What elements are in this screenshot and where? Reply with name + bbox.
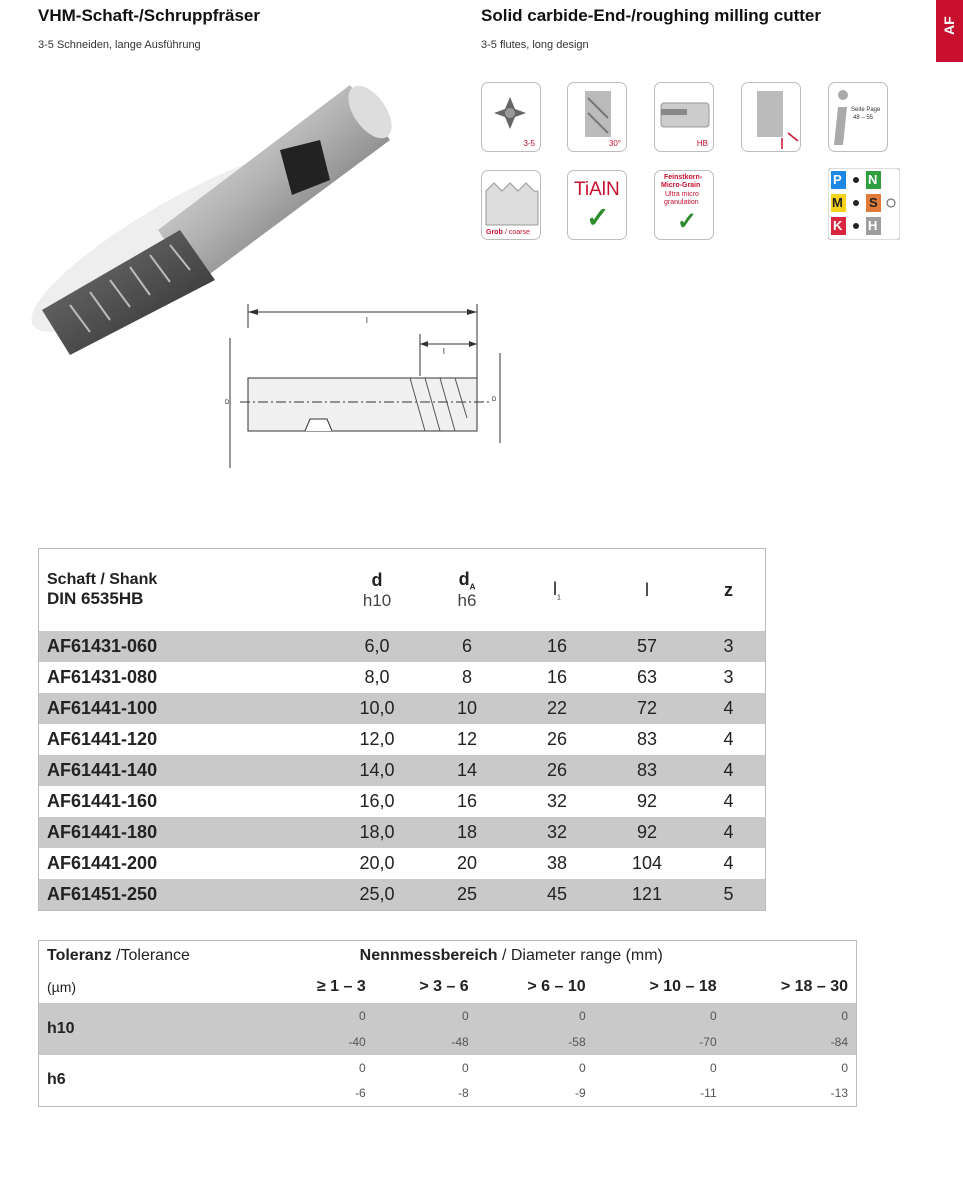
cell-da: 16 xyxy=(456,791,478,811)
range-cell: > 3 – 6 xyxy=(419,977,469,995)
cell-z: 4 xyxy=(723,791,734,811)
cell-d: 10,0 xyxy=(332,693,422,724)
upper-deviation: 0 xyxy=(477,1003,594,1029)
cell-l1: 22 xyxy=(512,693,602,724)
article-number: AF61441-100 xyxy=(39,693,333,724)
technical-drawing xyxy=(215,298,515,473)
tolerance-row xyxy=(39,1055,857,1081)
section-tab: AF xyxy=(936,0,963,62)
table-row xyxy=(39,817,766,848)
lower-deviation: -11 xyxy=(700,1086,717,1101)
info-icon: Seite Page 48 – 55 xyxy=(828,82,888,152)
cell-da: 20 xyxy=(456,853,478,873)
dim-d-label: D xyxy=(492,397,497,403)
article-number: AF61441-120 xyxy=(47,729,158,749)
tolerance-name: h10 xyxy=(39,1003,272,1055)
upper-deviation: 0 xyxy=(272,1003,374,1029)
table-header-row: Schaft / Shank DIN 6535HB d h10 $d_A$ h6 $l_1$ l z xyxy=(39,549,766,632)
upper-deviation: 0 xyxy=(462,1060,469,1075)
cell-d: 8,0 xyxy=(364,667,390,687)
cell-l1: 32 xyxy=(512,817,602,848)
col-l1: l xyxy=(553,578,558,599)
col-da-tol: h6 xyxy=(457,591,477,611)
micro-grain-icon: Feinstkorn- Micro-Grain Ultra micro granulation ✓ xyxy=(654,170,714,240)
cell-d: 12,0 xyxy=(359,729,395,749)
lower-deviation: -8 xyxy=(458,1086,469,1101)
cell-l1: 16 xyxy=(512,631,602,662)
cell-z: 3 xyxy=(723,667,734,687)
coating-icon: TiAlN ✓ xyxy=(567,170,627,240)
upper-deviation: 0 xyxy=(841,1060,848,1075)
cell-da: 10 xyxy=(422,693,512,724)
article-number: AF61451-250 xyxy=(39,879,333,911)
cell-d: 20,0 xyxy=(359,853,395,873)
table-row xyxy=(39,724,766,755)
col-da: d xyxy=(458,568,470,589)
unit-label: (µm) xyxy=(47,978,77,995)
lower-deviation: -84 xyxy=(725,1029,857,1055)
range-cell: > 18 – 30 xyxy=(780,977,848,995)
cell-d: 18,0 xyxy=(332,817,422,848)
lower-deviation: -40 xyxy=(272,1029,374,1055)
cell-l: 104 xyxy=(631,853,663,873)
cell-z: 5 xyxy=(692,879,766,911)
col-z: z xyxy=(724,579,733,600)
range-cell: ≥ 1 – 3 xyxy=(316,977,366,995)
cell-l: 83 xyxy=(636,729,658,749)
table-row xyxy=(39,631,766,662)
cell-l: 72 xyxy=(602,693,692,724)
cell-da: 8 xyxy=(461,667,472,687)
dim-l-label: l xyxy=(366,316,368,325)
upper-deviation: 0 xyxy=(578,1060,586,1075)
subtitle-de: 3-5 Schneiden, lange Ausführung xyxy=(38,39,201,51)
upper-deviation: 0 xyxy=(725,1003,857,1029)
run-out-icon xyxy=(741,82,801,152)
table-row xyxy=(39,848,766,879)
article-number: AF61441-140 xyxy=(39,755,333,786)
col-l: l xyxy=(645,579,649,600)
table-row xyxy=(39,755,766,786)
helix-angle-icon: 30° xyxy=(567,82,627,152)
article-number: AF61441-160 xyxy=(47,791,158,811)
cell-l: 92 xyxy=(602,817,692,848)
lower-deviation: -58 xyxy=(477,1029,594,1055)
table-row xyxy=(39,693,766,724)
article-number: AF61431-080 xyxy=(47,667,158,687)
cell-l1: 16 xyxy=(546,667,568,687)
article-number: AF61441-180 xyxy=(39,817,333,848)
cell-da: 6 xyxy=(422,631,512,662)
lower-deviation: -9 xyxy=(574,1086,586,1101)
upper-deviation: 0 xyxy=(374,1003,477,1029)
cell-l: 57 xyxy=(602,631,692,662)
cell-z: 3 xyxy=(692,631,766,662)
subtitle-en: 3-5 flutes, long design xyxy=(481,39,589,51)
cell-d: 16,0 xyxy=(359,791,395,811)
lower-deviation: -70 xyxy=(594,1029,725,1055)
dim-da-label: D xyxy=(225,400,230,406)
dimension-table xyxy=(38,548,766,911)
col-d: d xyxy=(371,569,383,590)
cell-da: 14 xyxy=(422,755,512,786)
article-number: AF61431-060 xyxy=(39,631,333,662)
tolerance-range-row xyxy=(39,971,857,1003)
lower-deviation: -48 xyxy=(374,1029,477,1055)
flutes-icon: 3-5 xyxy=(481,82,541,152)
upper-deviation: 0 xyxy=(709,1060,717,1075)
tolerance-name: h6 xyxy=(47,1071,66,1089)
cell-da: 25 xyxy=(422,879,512,911)
cell-z: 4 xyxy=(723,853,734,873)
cell-z: 4 xyxy=(692,693,766,724)
upper-deviation: 0 xyxy=(594,1003,725,1029)
cell-d: 25,0 xyxy=(332,879,422,911)
cell-l: 63 xyxy=(636,667,658,687)
cell-l: 121 xyxy=(602,879,692,911)
table-row xyxy=(39,786,766,817)
cell-da: 18 xyxy=(422,817,512,848)
cell-z: 4 xyxy=(723,729,734,749)
cell-l1: 38 xyxy=(546,853,568,873)
table-row xyxy=(39,879,766,911)
cell-l1: 26 xyxy=(512,755,602,786)
tolerance-row xyxy=(39,1003,857,1029)
tolerance-header-row: Toleranz /Tolerance Nennmessbereich / Diameter range (mm) xyxy=(47,946,663,964)
cell-z: 4 xyxy=(692,755,766,786)
cell-l1: 26 xyxy=(546,729,568,749)
material-groups: P N M S K H xyxy=(828,168,900,240)
cell-z: 4 xyxy=(692,817,766,848)
title-en: Solid carbide-End-/roughing milling cutter xyxy=(481,6,821,25)
cell-l1: 45 xyxy=(512,879,602,911)
cell-l1: 32 xyxy=(546,791,568,811)
cell-d: 6,0 xyxy=(332,631,422,662)
lower-deviation: -6 xyxy=(355,1086,366,1101)
shank-label: Schaft / Shank xyxy=(47,571,158,588)
shank-hb-icon: HB xyxy=(654,82,714,152)
tolerance-table xyxy=(38,940,857,1107)
range-cell: > 10 – 18 xyxy=(649,977,717,995)
cell-d: 14,0 xyxy=(332,755,422,786)
cell-l: 83 xyxy=(602,755,692,786)
lower-deviation: -13 xyxy=(830,1086,848,1101)
cell-l: 92 xyxy=(636,791,658,811)
dim-l1-label: l xyxy=(443,347,445,356)
range-cell: > 6 – 10 xyxy=(527,977,586,995)
coarse-pitch-icon: Grob / coarse xyxy=(481,170,541,240)
title-de: VHM-Schaft-/Schruppfräser xyxy=(38,6,260,25)
din-label: DIN 6535HB xyxy=(47,589,144,608)
article-number: AF61441-200 xyxy=(47,853,158,873)
col-d-tol: h10 xyxy=(362,590,392,610)
cell-da: 12 xyxy=(456,729,478,749)
upper-deviation: 0 xyxy=(359,1060,366,1075)
table-row xyxy=(39,662,766,693)
